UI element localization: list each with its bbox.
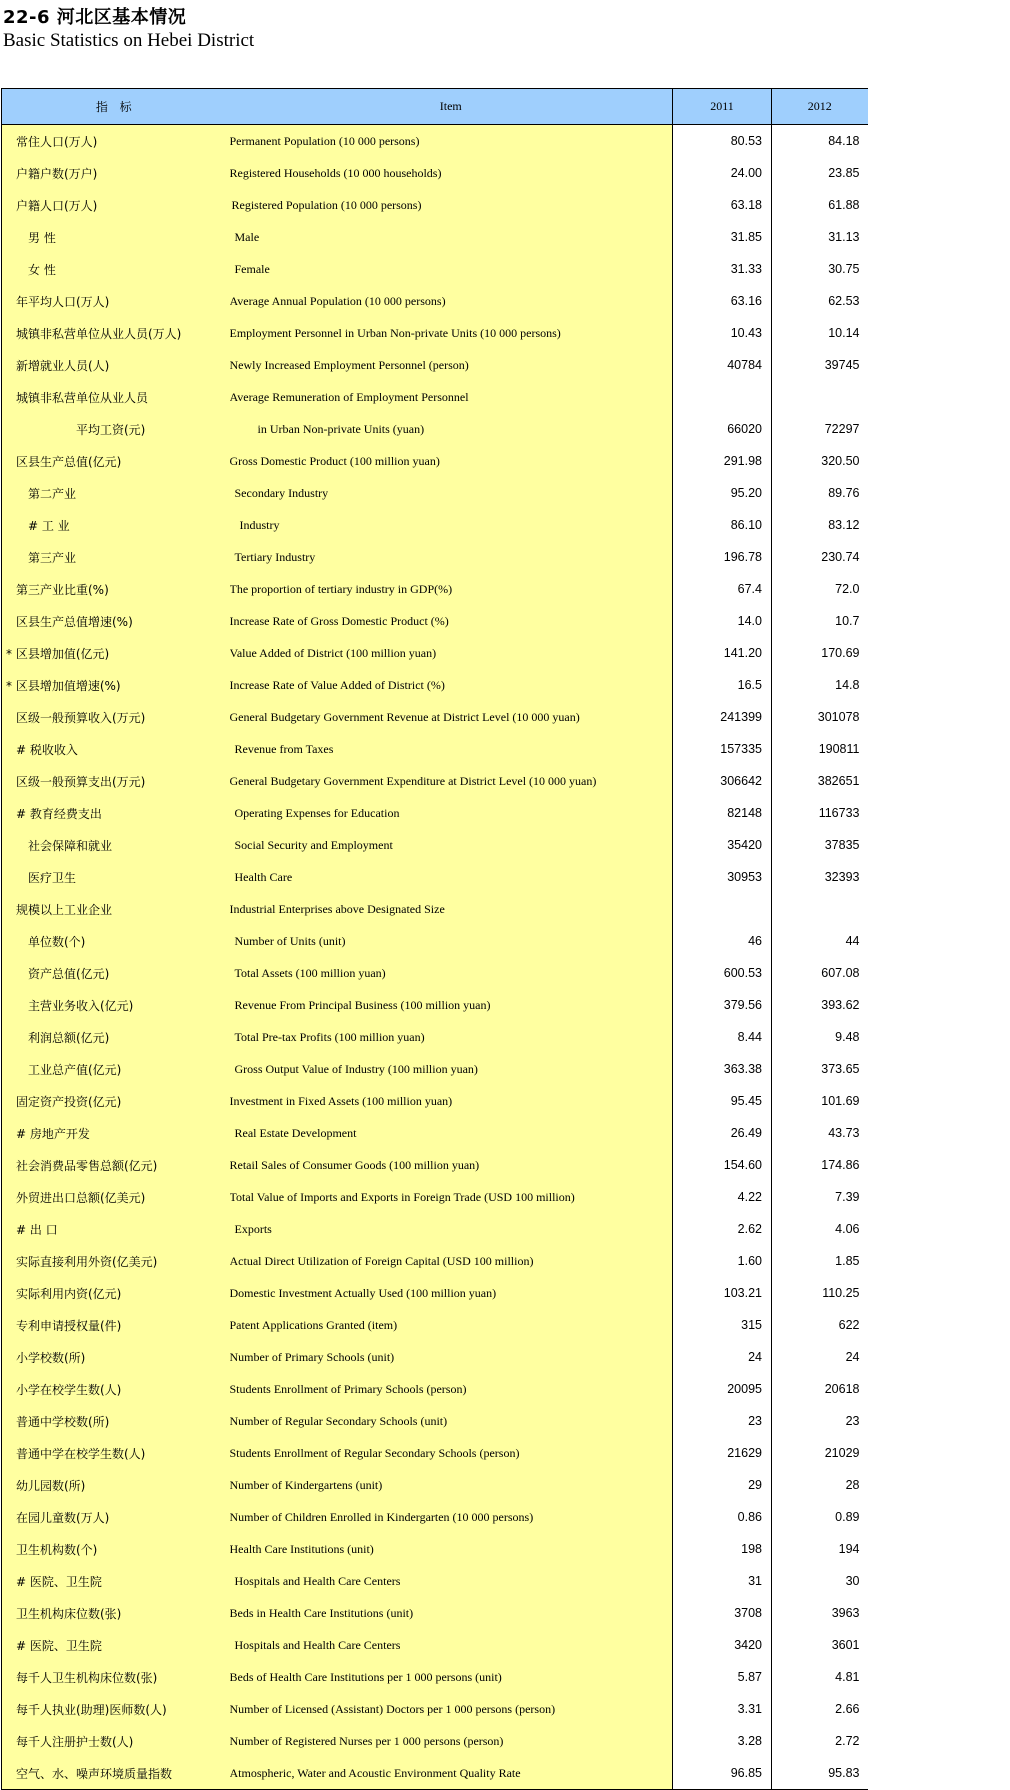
indicator-en: General Budgetary Government Expenditure at District Level (10 000 yuan): [230, 765, 673, 797]
value-2011: 23: [673, 1405, 772, 1437]
indicator-en: Number of Licensed (Assistant) Doctors per 1 000 persons (person): [230, 1693, 673, 1725]
value-2011: 16.5: [673, 669, 772, 701]
indicator-en: Registered Population (10 000 persons): [230, 189, 673, 221]
table-row: [2, 1725, 868, 1757]
indicator-cn: 资产总值(亿元): [2, 957, 230, 989]
table-row: [2, 1437, 868, 1469]
table-row: [2, 1277, 868, 1309]
value-2012: 0.89: [835, 1510, 860, 1524]
table-row: [2, 541, 868, 573]
value-2011: 96.85: [673, 1757, 772, 1790]
value-2011: 20095: [673, 1373, 772, 1405]
value-2011: 86.10: [673, 509, 772, 541]
value-2011: 35420: [673, 829, 772, 861]
indicator-cn: 在园儿童数(万人): [2, 1501, 230, 1533]
value-2012: 31.13: [828, 230, 860, 244]
value-2012: 373.65: [821, 1062, 860, 1076]
value-2012: 10.7: [835, 614, 860, 628]
value-2012: 7.39: [835, 1190, 860, 1204]
table-row: [2, 285, 868, 317]
value-2011: [673, 893, 772, 925]
value-2011: 315: [673, 1309, 772, 1341]
table-row: [2, 157, 868, 189]
value-2012: 72.0: [835, 582, 860, 596]
value-2012: 2.66: [835, 1702, 860, 1716]
value-2012: [772, 893, 868, 925]
indicator-en: Gross Output Value of Industry (100 million yuan): [230, 1053, 673, 1085]
value-2012: 3963: [831, 1606, 860, 1620]
value-2011: 2.62: [673, 1213, 772, 1245]
indicator-cn: 区县生产总值(亿元): [2, 445, 230, 477]
value-2012: 24: [845, 1350, 860, 1364]
value-2012: 393.62: [821, 998, 860, 1012]
value-2011: 66020: [673, 413, 772, 445]
table-row: [2, 829, 868, 861]
value-2012: 170.69: [821, 646, 860, 660]
indicator-cn: 区级一般预算支出(万元): [2, 765, 230, 797]
value-2011: 3.28: [673, 1725, 772, 1757]
value-2011: 4.22: [673, 1181, 772, 1213]
indicator-cn: 城镇非私营单位从业人员: [2, 381, 230, 413]
value-2012: 28: [845, 1478, 860, 1492]
table-row: [2, 1085, 868, 1117]
table-row: [2, 1597, 868, 1629]
table-row: [2, 1533, 868, 1565]
value-2012: 84.18: [828, 134, 860, 148]
value-2012: 20618: [824, 1382, 860, 1396]
table-row: [2, 221, 868, 253]
header-year-2012: 2012: [772, 89, 868, 125]
indicator-cn: 社会保障和就业: [2, 829, 230, 861]
value-2011: 31: [673, 1565, 772, 1597]
table-row: [2, 1117, 868, 1149]
table-row: [2, 957, 868, 989]
indicator-cn: 卫生机构床位数(张): [2, 1597, 230, 1629]
table-row: [2, 861, 868, 893]
indicator-en: Hospitals and Health Care Centers: [230, 1629, 673, 1661]
indicator-cn: 固定资产投资(亿元): [2, 1085, 230, 1117]
value-2012: 10.14: [828, 326, 860, 340]
indicator-en: Value Added of District (100 million yuan): [230, 637, 673, 669]
indicator-cn: # 工 业: [2, 509, 230, 541]
table-header-row: [2, 89, 868, 125]
value-2012: 110.25: [822, 1286, 860, 1300]
value-2012: 116733: [818, 806, 860, 820]
value-2012: 4.81: [835, 1670, 860, 1684]
value-2011: 291.98: [673, 445, 772, 477]
indicator-en: Health Care: [230, 861, 673, 893]
indicator-cn: 社会消费品零售总额(亿元): [2, 1149, 230, 1181]
value-2012: 1.85: [835, 1254, 860, 1268]
table-row: [2, 349, 868, 381]
indicator-cn: # 医院、卫生院: [2, 1565, 230, 1597]
table-row: [2, 189, 868, 221]
value-2011: 3420: [673, 1629, 772, 1661]
indicator-cn: 户籍人口(万人): [2, 189, 230, 221]
table-row: [2, 893, 868, 925]
indicator-en: Number of Children Enrolled in Kindergarten (10 000 persons): [230, 1501, 673, 1533]
indicator-en: Health Care Institutions (unit): [230, 1533, 673, 1565]
indicator-en: Revenue From Principal Business (100 million yuan): [230, 989, 673, 1021]
value-2011: 40784: [673, 349, 772, 381]
indicator-cn: 单位数(个): [2, 925, 230, 957]
value-2011: 63.16: [673, 285, 772, 317]
indicator-cn: 第三产业比重(%): [2, 573, 230, 605]
indicator-cn: 幼儿园数(所): [2, 1469, 230, 1501]
value-2012: 622: [838, 1318, 860, 1332]
value-2012: 30: [845, 1574, 860, 1588]
header-item: Item: [230, 89, 673, 125]
table-row: [2, 605, 868, 637]
indicator-cn: 第二产业: [2, 477, 230, 509]
value-2011: 29: [673, 1469, 772, 1501]
value-2012: 44: [845, 934, 860, 948]
value-2012: 2.72: [835, 1734, 860, 1748]
value-2012: 607.08: [821, 966, 860, 980]
value-2011: 141.20: [673, 637, 772, 669]
indicator-cn: * 区县增加值(亿元): [2, 637, 230, 669]
value-2012: 32393: [824, 870, 860, 884]
indicator-cn: 区级一般预算收入(万元): [2, 701, 230, 733]
value-2011: 82148: [673, 797, 772, 829]
indicator-en: Registered Households (10 000 households): [230, 157, 673, 189]
value-2011: 363.38: [673, 1053, 772, 1085]
value-2011: 26.49: [673, 1117, 772, 1149]
table-row: [2, 1629, 868, 1661]
indicator-en: Total Assets (100 million yuan): [230, 957, 673, 989]
value-2011: 21629: [673, 1437, 772, 1469]
indicator-en: Number of Units (unit): [230, 925, 673, 957]
value-2011: 46: [673, 925, 772, 957]
indicator-cn: 户籍户数(万户): [2, 157, 230, 189]
indicator-cn: # 房地产开发: [2, 1117, 230, 1149]
value-2011: 3.31: [673, 1693, 772, 1725]
value-2012: 320.50: [821, 454, 860, 468]
indicator-cn: 新增就业人员(人): [2, 349, 230, 381]
indicator-en: Average Annual Population (10 000 persons): [230, 285, 673, 317]
value-2011: 157335: [673, 733, 772, 765]
table-row: [2, 253, 868, 285]
value-2011: 5.87: [673, 1661, 772, 1693]
table-row: [2, 733, 868, 765]
value-2011: 3708: [673, 1597, 772, 1629]
indicator-en: Atmospheric, Water and Acoustic Environment Quality Rate: [230, 1757, 673, 1790]
value-2012: 194: [838, 1542, 860, 1556]
indicator-en: Exports: [230, 1213, 673, 1245]
indicator-cn: 小学校数(所): [2, 1341, 230, 1373]
value-2012: 39745: [824, 358, 860, 372]
value-2011: 10.43: [673, 317, 772, 349]
value-2012: 83.12: [828, 518, 860, 532]
value-2011: 14.0: [673, 605, 772, 637]
table-row: [2, 1341, 868, 1373]
header-year-2011: 2011: [673, 89, 772, 125]
value-2012: 95.83: [772, 1757, 868, 1790]
indicator-en: Social Security and Employment: [230, 829, 673, 861]
indicator-en: Total Pre-tax Profits (100 million yuan): [230, 1021, 673, 1053]
table-row: [2, 701, 868, 733]
indicator-en: General Budgetary Government Revenue at District Level (10 000 yuan): [230, 701, 673, 733]
value-2012: 30.75: [828, 262, 860, 276]
value-2012: 23.85: [828, 166, 860, 180]
indicator-cn: 城镇非私营单位从业人员(万人): [2, 317, 230, 349]
header-indicator: 指 标: [2, 89, 230, 125]
indicator-en: Actual Direct Utilization of Foreign Capital (USD 100 million): [230, 1245, 673, 1277]
indicator-en: Number of Registered Nurses per 1 000 persons (person): [230, 1725, 673, 1757]
table-row: [2, 1021, 868, 1053]
indicator-cn: 男 性: [2, 221, 230, 253]
value-2011: 24.00: [673, 157, 772, 189]
value-2011: 600.53: [673, 957, 772, 989]
table-row: [2, 445, 868, 477]
indicator-en: in Urban Non-private Units (yuan): [230, 413, 673, 445]
table-row: [2, 925, 868, 957]
indicator-en: Male: [230, 221, 673, 253]
value-2011: 31.33: [673, 253, 772, 285]
value-2012: 61.88: [828, 198, 860, 212]
table-row: [2, 509, 868, 541]
indicator-cn: 卫生机构数(个): [2, 1533, 230, 1565]
indicator-cn: 工业总产值(亿元): [2, 1053, 230, 1085]
indicator-cn: 每千人注册护士数(人): [2, 1725, 230, 1757]
indicator-cn: 医疗卫生: [2, 861, 230, 893]
page-subtitle: Basic Statistics on Hebei District: [3, 30, 255, 51]
value-2012: 89.76: [828, 486, 860, 500]
value-2012: 174.86: [821, 1158, 860, 1172]
indicator-cn: 平均工资(元): [2, 413, 230, 445]
table-row: [2, 1469, 868, 1501]
indicator-en: Students Enrollment of Regular Secondary Schools (person): [230, 1437, 673, 1469]
indicator-cn: 实际利用内资(亿元): [2, 1277, 230, 1309]
value-2012: 230.74: [821, 550, 860, 564]
value-2011: 8.44: [673, 1021, 772, 1053]
value-2011: 95.20: [673, 477, 772, 509]
value-2011: 241399: [673, 701, 772, 733]
value-2011: 379.56: [673, 989, 772, 1021]
indicator-en: Revenue from Taxes: [230, 733, 673, 765]
value-2012: 382651: [817, 774, 860, 788]
indicator-en: Industrial Enterprises above Designated Size: [230, 893, 673, 925]
value-2011: 67.4: [673, 573, 772, 605]
indicator-en: Beds of Health Care Institutions per 1 000 persons (unit): [230, 1661, 673, 1693]
indicator-cn: 小学在校学生数(人): [2, 1373, 230, 1405]
indicator-cn: # 医院、卫生院: [2, 1629, 230, 1661]
table-row: [2, 1149, 868, 1181]
table-row: [2, 1309, 868, 1341]
table-row: [2, 637, 868, 669]
table-row: [2, 1661, 868, 1693]
table-row: [2, 413, 868, 445]
indicator-cn: 区县生产总值增速(%): [2, 605, 230, 637]
table-row: [2, 1693, 868, 1725]
indicator-en: Employment Personnel in Urban Non-private Units (10 000 persons): [230, 317, 673, 349]
value-2011: 31.85: [673, 221, 772, 253]
indicator-en: Gross Domestic Product (100 million yuan): [230, 445, 673, 477]
value-2011: 1.60: [673, 1245, 772, 1277]
value-2011: 306642: [673, 765, 772, 797]
indicator-en: Permanent Population (10 000 persons): [230, 125, 673, 158]
indicator-cn: 主营业务收入(亿元): [2, 989, 230, 1021]
indicator-cn: 每千人卫生机构床位数(张): [2, 1661, 230, 1693]
indicator-en: Female: [230, 253, 673, 285]
value-2011: 63.18: [673, 189, 772, 221]
indicator-en: Secondary Industry: [230, 477, 673, 509]
indicator-cn: 每千人执业(助理)医师数(人): [2, 1693, 230, 1725]
indicator-en: Number of Regular Secondary Schools (unit): [230, 1405, 673, 1437]
indicator-en: Increase Rate of Value Added of District (%): [230, 669, 673, 701]
indicator-en: Hospitals and Health Care Centers: [230, 1565, 673, 1597]
indicator-cn: # 出 口: [2, 1213, 230, 1245]
table-row: [2, 765, 868, 797]
value-2012: 62.53: [828, 294, 860, 308]
table-row: [2, 797, 868, 829]
indicator-en: Newly Increased Employment Personnel (person): [230, 349, 673, 381]
value-2012: 43.73: [828, 1126, 860, 1140]
indicator-cn: 常住人口(万人): [2, 125, 230, 158]
indicator-en: Number of Kindergartens (unit): [230, 1469, 673, 1501]
value-2012: 72297: [824, 422, 860, 436]
indicator-cn: 女 性: [2, 253, 230, 285]
table-row: [2, 125, 868, 158]
value-2011: 103.21: [673, 1277, 772, 1309]
indicator-en: Real Estate Development: [230, 1117, 673, 1149]
indicator-en: Patent Applications Granted (item): [230, 1309, 673, 1341]
value-2012: 101.69: [821, 1094, 860, 1108]
value-2011: [673, 381, 772, 413]
value-2011: 198: [673, 1533, 772, 1565]
value-2012: 21029: [824, 1446, 860, 1460]
indicator-cn: # 税收收入: [2, 733, 230, 765]
table-row: [2, 1053, 868, 1085]
indicator-en: Domestic Investment Actually Used (100 million yuan): [230, 1277, 673, 1309]
table-row: [2, 1213, 868, 1245]
table-row: [2, 573, 868, 605]
indicator-cn: 规模以上工业企业: [2, 893, 230, 925]
value-2012: [772, 381, 868, 413]
indicator-en: Beds in Health Care Institutions (unit): [230, 1597, 673, 1629]
indicator-en: Industry: [230, 509, 673, 541]
indicator-en: Average Remuneration of Employment Personnel: [230, 381, 673, 413]
value-2011: 196.78: [673, 541, 772, 573]
value-2012: 301078: [817, 710, 860, 724]
indicator-en: Students Enrollment of Primary Schools (person): [230, 1373, 673, 1405]
value-2011: 0.86: [673, 1501, 772, 1533]
table-row: [2, 1373, 868, 1405]
indicator-cn: 第三产业: [2, 541, 230, 573]
indicator-cn: 年平均人口(万人): [2, 285, 230, 317]
indicator-en: Increase Rate of Gross Domestic Product (%): [230, 605, 673, 637]
indicator-en: Operating Expenses for Education: [230, 797, 673, 829]
table-row: [2, 381, 868, 413]
table-row: [2, 989, 868, 1021]
value-2011: 30953: [673, 861, 772, 893]
table-row: [2, 1757, 868, 1790]
table-row: [2, 669, 868, 701]
value-2011: 95.45: [673, 1085, 772, 1117]
table-row: [2, 317, 868, 349]
table-row: [2, 477, 868, 509]
indicator-cn: 外贸进出口总额(亿美元): [2, 1181, 230, 1213]
page-title: 22-6 河北区基本情况: [3, 7, 187, 28]
indicator-en: Retail Sales of Consumer Goods (100 million yuan): [230, 1149, 673, 1181]
table-row: [2, 1565, 868, 1597]
indicator-cn: # 教育经费支出: [2, 797, 230, 829]
value-2012: 37835: [824, 838, 860, 852]
value-2011: 154.60: [673, 1149, 772, 1181]
indicator-en: The proportion of tertiary industry in GDP(%): [230, 573, 673, 605]
indicator-cn: 空气、水、噪声环境质量指数: [2, 1757, 230, 1790]
value-2012: 23: [845, 1414, 860, 1428]
statistics-table: [1, 88, 868, 1790]
indicator-cn: * 区县增加值增速(%): [2, 669, 230, 701]
table-row: [2, 1245, 868, 1277]
indicator-cn: 专利申请授权量(件): [2, 1309, 230, 1341]
value-2012: 4.06: [835, 1222, 860, 1236]
indicator-cn: 实际直接利用外资(亿美元): [2, 1245, 230, 1277]
value-2012: 3601: [831, 1638, 860, 1652]
value-2012: 14.8: [835, 678, 860, 692]
indicator-en: Tertiary Industry: [230, 541, 673, 573]
indicator-cn: 普通中学校数(所): [2, 1405, 230, 1437]
table-row: [2, 1181, 868, 1213]
table-body: [2, 125, 868, 1790]
value-2012: 9.48: [835, 1030, 860, 1044]
indicator-en: Total Value of Imports and Exports in Foreign Trade (USD 100 million): [230, 1181, 673, 1213]
value-2011: 24: [673, 1341, 772, 1373]
indicator-en: Investment in Fixed Assets (100 million yuan): [230, 1085, 673, 1117]
indicator-cn: 利润总额(亿元): [2, 1021, 230, 1053]
value-2011: 80.53: [673, 125, 772, 158]
indicator-cn: 普通中学在校学生数(人): [2, 1437, 230, 1469]
table-row: [2, 1501, 868, 1533]
table-row: [2, 1405, 868, 1437]
value-2012: 190811: [818, 742, 860, 756]
indicator-en: Number of Primary Schools (unit): [230, 1341, 673, 1373]
